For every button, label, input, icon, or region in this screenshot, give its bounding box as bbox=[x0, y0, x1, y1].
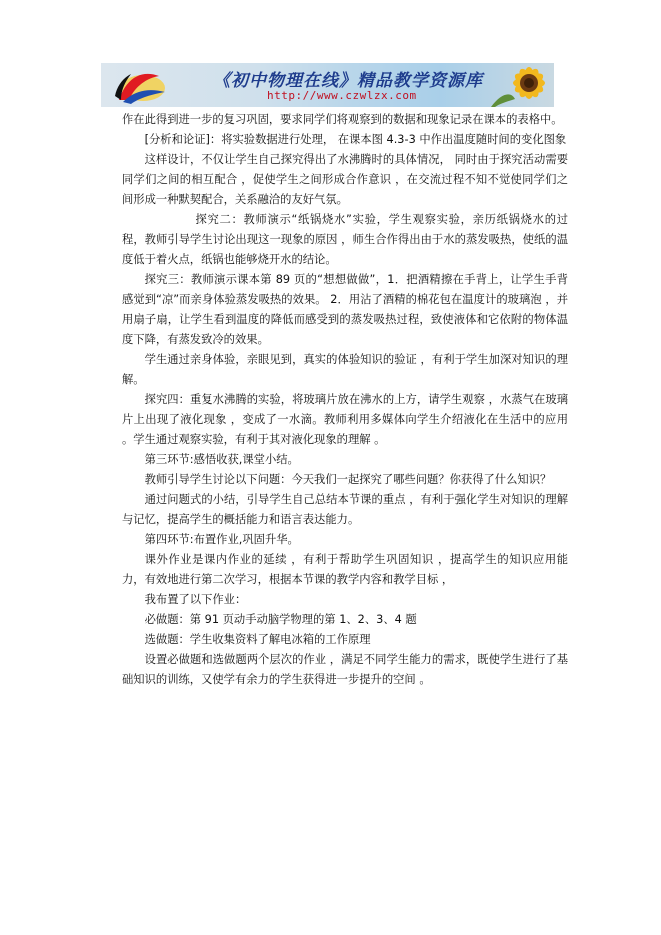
paragraph: 作在此得到进一步的复习巩固，要求同学们将观察到的数据和现象记录在课本的表格中。 bbox=[122, 113, 563, 126]
section-heading: 第三环节:感悟收获,课堂小结。 bbox=[144, 453, 299, 466]
section-heading: 第四环节:布置作业,巩固升华。 bbox=[144, 533, 299, 546]
paragraph: 我布置了以下作业： bbox=[144, 593, 247, 606]
paragraph: [分析和论证]：将实验数据进行处理， 在课本图 4.3-3 中作出温度随时间的变化图象 bbox=[144, 133, 567, 146]
site-logo-icon bbox=[109, 66, 169, 104]
paragraph: 必做题：第 91 页动手动脑学物理的第 1、2、3、4 题 bbox=[144, 613, 417, 626]
document-body bbox=[122, 110, 568, 690]
paragraph: 课外作业是课内作业的延续 ，有利于帮助学生巩固知识 ，提高学生的知识应用能力，有效地进行第二次学习，根据本节课的教学内容和教学目标 ， bbox=[122, 553, 568, 586]
header-url[interactable]: http://www.czwlzx.com bbox=[267, 89, 417, 102]
header-banner bbox=[101, 63, 554, 107]
paragraph: 选做题：学生收集资料了解电冰箱的工作原理 bbox=[144, 633, 371, 646]
paragraph: 探究三：教师演示课本第 89 页的“想想做做”，1．把酒精擦在手背上，让学生手背感觉到“凉”而亲身体验蒸发吸热的效果。 2．用沾了酒精的棉花包在温度计的玻璃泡 ，并用扇子扇，让学生看到温度的降低而感受到的蒸发吸热过程，致使液体和它依附的物体温度下降，有蒸发致冷的效果。 bbox=[122, 273, 568, 346]
header-title: 《初中物理在线》精品教学资源库 bbox=[213, 71, 483, 91]
paragraph: 探究二：教师演示“纸锅烧水”实验，学生观察实验，亲历纸锅烧水的过程，教师引导学生讨论出现这一现象的原因 ，师生合作得出由于水的蒸发吸热，使纸的温度低于着火点，纸锅也能够烧开水的结论。 bbox=[122, 213, 568, 266]
paragraph: 通过问题式的小结，引导学生自己总结本节课的重点 ，有利于强化学生对知识的理解与记忆，提高学生的概括能力和语言表达能力。 bbox=[122, 493, 568, 526]
paragraph: 设置必做题和选做题两个层次的作业 ，满足不同学生能力的需求，既使学生进行了基础知识的训练，又使学有余力的学生获得进一步提升的空间 。 bbox=[122, 653, 568, 686]
paragraph: 学生通过亲身体验，亲眼见到，真实的体验知识的验证 ，有利于学生加深对知识的理解。 bbox=[122, 353, 568, 386]
sunflower-icon bbox=[491, 63, 554, 107]
paragraph: 探究四：重复水沸腾的实验，将玻璃片放在沸水的上方，请学生观察 ，水蒸气在玻璃片上出现了液化现象 ，变成了一水滴。教师利用多媒体向学生介绍液化在生活中的应用 。学生通过观察实验，有利于其对液化现象的理解 。 bbox=[122, 393, 568, 446]
paragraph: 这样设计，不仅让学生自己探究得出了水沸腾时的具体情况， 同时由于探究活动需要同学们之间的相互配合 ，促使学生之间形成合作意识 ，在交流过程不知不觉使同学们之间形成一种默契配合，关系融洽的友好气氛。 bbox=[122, 153, 568, 206]
paragraph: 教师引导学生讨论以下问题：今天我们一起探究了哪些问题？你获得了什么知识？ bbox=[144, 473, 552, 486]
